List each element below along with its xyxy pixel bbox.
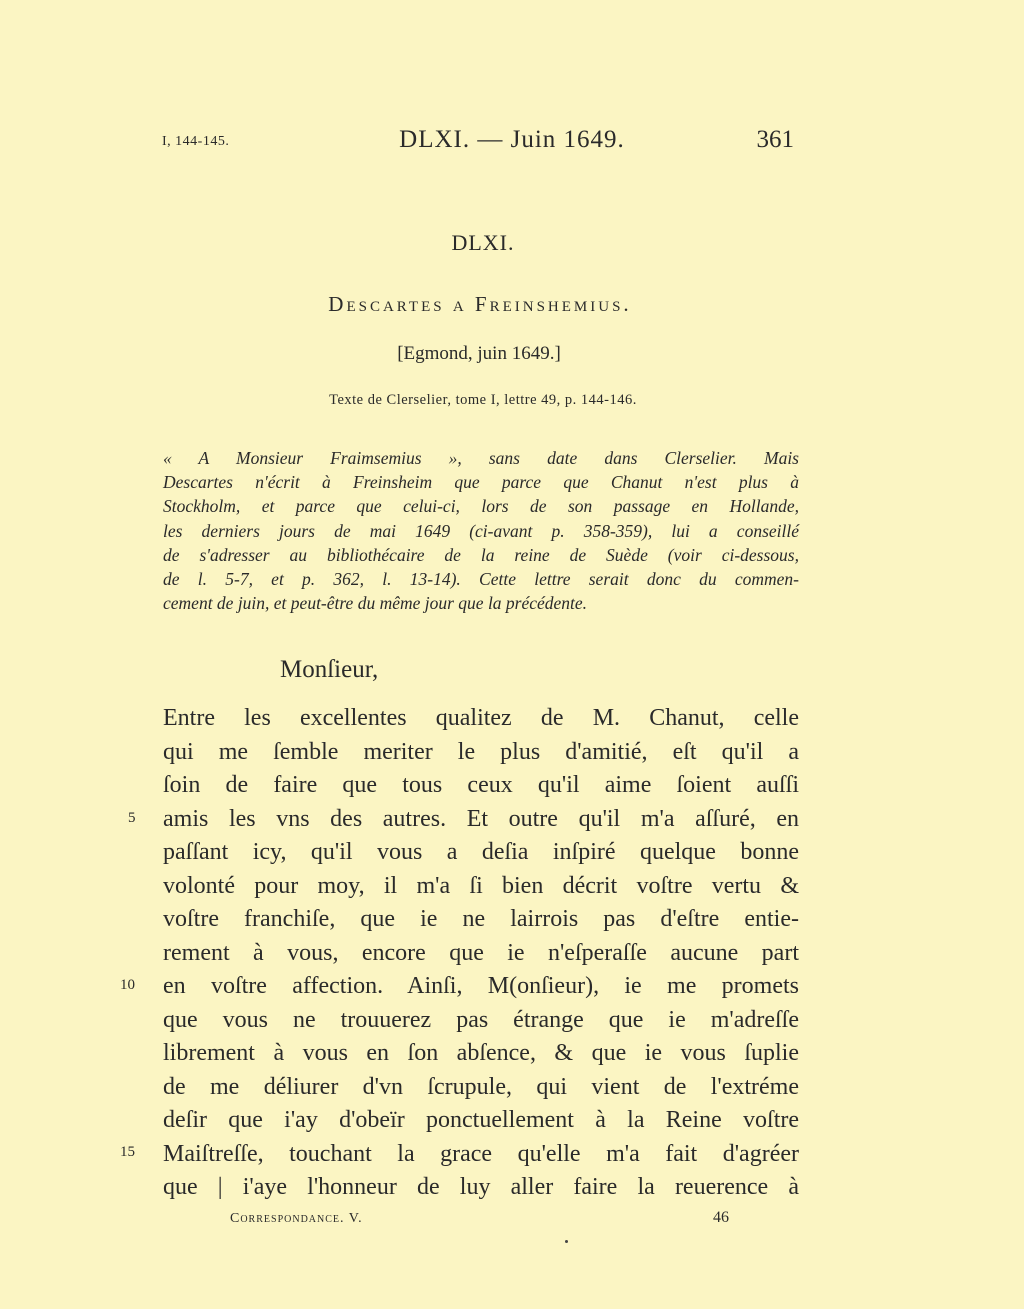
letter-subtitle: Descartes a Freinshemius. — [328, 292, 632, 316]
source-note: Texte de Clerselier, tome I, lettre 49, p. 144-146. — [329, 392, 637, 408]
body-line: voſtre franchiſe, que ie ne lairrois pas d'eſtre entie- — [163, 906, 799, 932]
line-number: 10 — [120, 977, 135, 993]
body-line: Maiſtreſſe, touchant la grace qu'elle m'a fait d'agréer — [163, 1140, 799, 1167]
editorial-note — [163, 446, 799, 615]
header-reference: I, 144-145. — [162, 134, 230, 149]
note-line: les derniers jours de mai 1649 (ci-avant p. 358-359), lui a conseillé — [163, 520, 799, 541]
note-line: Descartes n'écrit à Freinsheim que parce que Chanut n'est plus à — [163, 472, 799, 493]
running-title: DLXI. — Juin 1649. — [399, 126, 625, 153]
body-line: de me déliurer d'vn ſcrupule, qui vient de l'extréme — [163, 1073, 799, 1100]
letter-number: DLXI. — [451, 230, 515, 255]
letter-body — [163, 702, 799, 1205]
note-line: « A Monsieur Fraimsemius », sans date dans Clerselier. Mais — [163, 448, 799, 468]
body-line: paſſant icy, qu'il vous a deſia inſpiré quelque bonne — [163, 839, 799, 865]
body-line: librement à vous en ſon abſence, & que ie vous ſuplie — [163, 1040, 799, 1066]
note-line: Stockholm, et parce que celui-ci, lors de son passage en Hollande, — [163, 496, 799, 517]
place-date: [Egmond, juin 1649.] — [397, 343, 561, 364]
salutation: Monſieur, — [280, 656, 379, 683]
signature-mark: 46 — [713, 1209, 729, 1226]
body-line: que | i'aye l'honneur de luy aller faire la reuerence à — [163, 1174, 799, 1200]
line-number: 5 — [128, 810, 136, 826]
note-line: cement de juin, et peut-être du même jour que la précédente. — [163, 593, 588, 614]
ink-speck — [565, 1240, 568, 1243]
body-line: ſoin de faire que tous ceux qu'il aime ſoient auſſi — [163, 772, 799, 798]
page-number: 361 — [756, 126, 794, 153]
body-line: que vous ne trouuerez pas étrange que ie m'adreſſe — [163, 1006, 799, 1033]
body-line: amis les vns des autres. Et outre qu'il m'a aſſuré, en — [163, 805, 799, 832]
footer-volume: Correspondance. V. — [230, 1211, 363, 1226]
note-line: de l. 5-7, et p. 362, l. 13-14). Cette lettre serait donc du commen- — [163, 569, 799, 590]
body-line: volonté pour moy, il m'a ſi bien décrit voſtre vertu & — [163, 872, 799, 899]
body-line: qui me ſemble meriter le plus d'amitié, eſt qu'il a — [163, 738, 799, 765]
body-line: deſir que i'ay d'obeïr ponctuellement à la Reine voſtre — [163, 1107, 799, 1133]
body-line: Entre les excellentes qualitez de M. Chanut, celle — [163, 705, 799, 731]
body-line: rement à vous, encore que ie n'eſperaſſe aucune part — [163, 939, 799, 966]
line-number: 15 — [120, 1144, 135, 1160]
body-line: en voſtre affection. Ainſi, M(onſieur), ie me promets — [163, 973, 799, 999]
note-line: de s'adresser au bibliothécaire de la reine de Suède (voir ci-dessous, — [163, 544, 799, 565]
